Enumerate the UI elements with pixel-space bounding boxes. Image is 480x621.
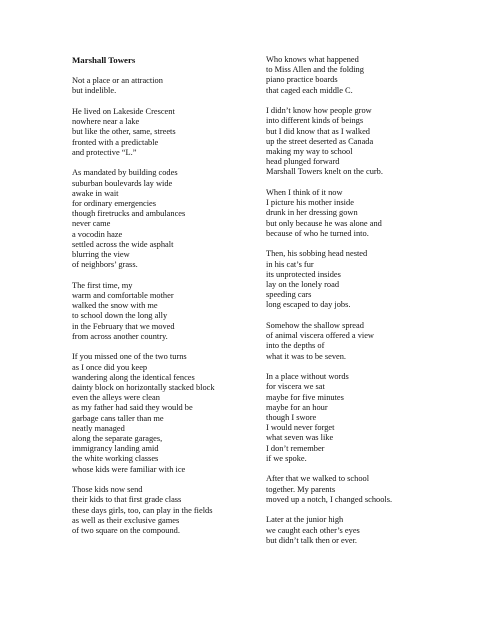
poem-line: immigrancy landing amid (72, 444, 159, 454)
left-stanzas (72, 76, 262, 536)
poem-line: garbage cans taller than me (72, 413, 164, 423)
stanza (72, 352, 262, 474)
poem-line: to Miss Allen and the folding (266, 65, 364, 75)
poem-line: dainty block on horizontally stacked block (72, 383, 215, 393)
poem-line: He lived on Lakeside Crescent (72, 107, 175, 116)
poem-line: suburban boulevards lay wide (72, 178, 173, 188)
poem-line: but like the other, same, streets (72, 127, 176, 137)
poem-line: head plunged forward (266, 157, 340, 167)
poem-line: but didn’t talk then or ever. (266, 535, 358, 545)
poem-line: fronted with a predictable (72, 137, 159, 147)
stanza (72, 485, 262, 536)
poem-line: even the alleys were clean (72, 393, 160, 403)
poem-line: we caught each other’s eyes (266, 525, 360, 535)
poem-line: warm and comfortable mother (72, 291, 174, 301)
poem-line: lay on the lonely road (266, 280, 340, 290)
poem-line: and protective “L.” (72, 147, 137, 157)
poem-line: of two square on the compound. (72, 526, 180, 536)
poem-line: I don’t remember (266, 443, 325, 453)
poem-line: blurring the view (72, 250, 130, 260)
poem-line: moved up a notch, I changed schools. (266, 494, 393, 504)
poem-line: maybe for five minutes (266, 392, 344, 402)
poem-line: maybe for an hour (266, 402, 328, 412)
poem-line: into the depths of (266, 341, 325, 351)
poem-line: for viscera we sat (266, 382, 325, 392)
poem-line: Those kids now send (72, 485, 143, 495)
poem-line: if we spoke. (266, 453, 307, 463)
stanza (266, 321, 456, 362)
stanza (72, 107, 262, 158)
poem-line: what seven was like (266, 433, 334, 443)
poem-line: their kids to that first grade class (72, 495, 182, 505)
poem-line: its unprotected insides (266, 269, 341, 279)
poem-line: in his cat’s fur (266, 259, 314, 269)
poem-line: whose kids were familiar with ice (72, 464, 186, 474)
stanza (266, 55, 456, 96)
poem-line: what it was to be seven. (266, 351, 347, 361)
poem-line: but indelible. (72, 86, 117, 96)
poem-line: that caged each middle C. (266, 85, 353, 95)
poem-line: as I once did you keep (72, 362, 148, 372)
stanza (72, 76, 262, 96)
poem-line: long escaped to day jobs. (266, 300, 351, 310)
poem-line: I didn’t know how people grow (266, 106, 372, 116)
poem-line: never came (72, 219, 111, 229)
poem-line: I would never forget (266, 423, 335, 433)
poem-line: If you missed one of the two turns (72, 352, 187, 362)
poem-line: though firetrucks and ambulances (72, 209, 186, 219)
stanza (266, 372, 456, 464)
poem-line: as my father had said they would be (72, 403, 193, 413)
poem-line: After that we walked to school (266, 474, 370, 484)
poem-line: The first time, my (72, 280, 133, 290)
poem-line: to school down the long ally (72, 311, 168, 321)
poem-line: the white working classes (72, 454, 159, 464)
stanza (266, 474, 456, 505)
poem-line: speeding cars (266, 290, 312, 300)
poem-left-column (72, 55, 262, 547)
poem-line: settled across the wide asphalt (72, 239, 174, 249)
poem-line: of animal viscera offered a view (266, 331, 374, 341)
poem-line: awake in wait (72, 188, 119, 198)
poem-line: but only because he was alone and (266, 218, 382, 228)
poem-title: Marshall Towers (72, 55, 136, 65)
poem-line: these days girls, too, can play in the fields (72, 505, 213, 515)
poem-line: walked the snow with me (72, 301, 158, 311)
poem-line: because of who he turned into. (266, 228, 369, 238)
poem-line: neatly managed (72, 423, 125, 433)
stanza (266, 188, 456, 239)
poem-right-column (266, 55, 456, 556)
right-stanzas (266, 55, 456, 546)
poem-line: nowhere near a lake (72, 117, 140, 127)
poem-line: as well as their exclusive games (72, 515, 180, 525)
poem-line: into different kinds of beings (266, 116, 364, 126)
poem-line: Marshall Towers knelt on the curb. (266, 167, 383, 177)
poem-line: from across another country. (72, 331, 168, 341)
poem-line: Then, his sobbing head nested (266, 249, 368, 259)
stanza (266, 106, 456, 177)
poem-line: together. My parents (266, 484, 336, 494)
stanza (72, 168, 262, 270)
stanza (72, 281, 262, 342)
poem-line: though I swore (266, 413, 317, 423)
stanza (266, 515, 456, 546)
poem-line: up the street deserted as Canada (266, 136, 374, 146)
poem-line: Not a place or an attraction (72, 76, 163, 86)
poem-line: In a place without words (266, 372, 349, 382)
poem-line: When I think of it now (266, 188, 343, 198)
poem-line: Later at the junior high (266, 515, 344, 525)
poem-line: making my way to school (266, 147, 353, 157)
poem-line: in the February that we moved (72, 321, 175, 331)
poem-line: drunk in her dressing gown (266, 208, 358, 218)
poem-line: Who knows what happened (266, 55, 359, 64)
poem-line: of neighbors’ grass. (72, 260, 138, 270)
stanza (266, 249, 456, 310)
poem-line: a vocodin haze (72, 229, 123, 239)
poem-line: for ordinary emergencies (72, 199, 157, 209)
poem-line: but I did know that as I walked (266, 126, 370, 136)
poem-line: I picture his mother inside (266, 198, 354, 208)
poem-line: wandering along the identical fences (72, 372, 195, 382)
poem-line: As mandated by building codes (72, 168, 178, 178)
poem-line: along the separate garages, (72, 434, 163, 444)
poem-line: Somehow the shallow spread (266, 321, 364, 331)
poem-line: piano practice boards (266, 75, 338, 85)
